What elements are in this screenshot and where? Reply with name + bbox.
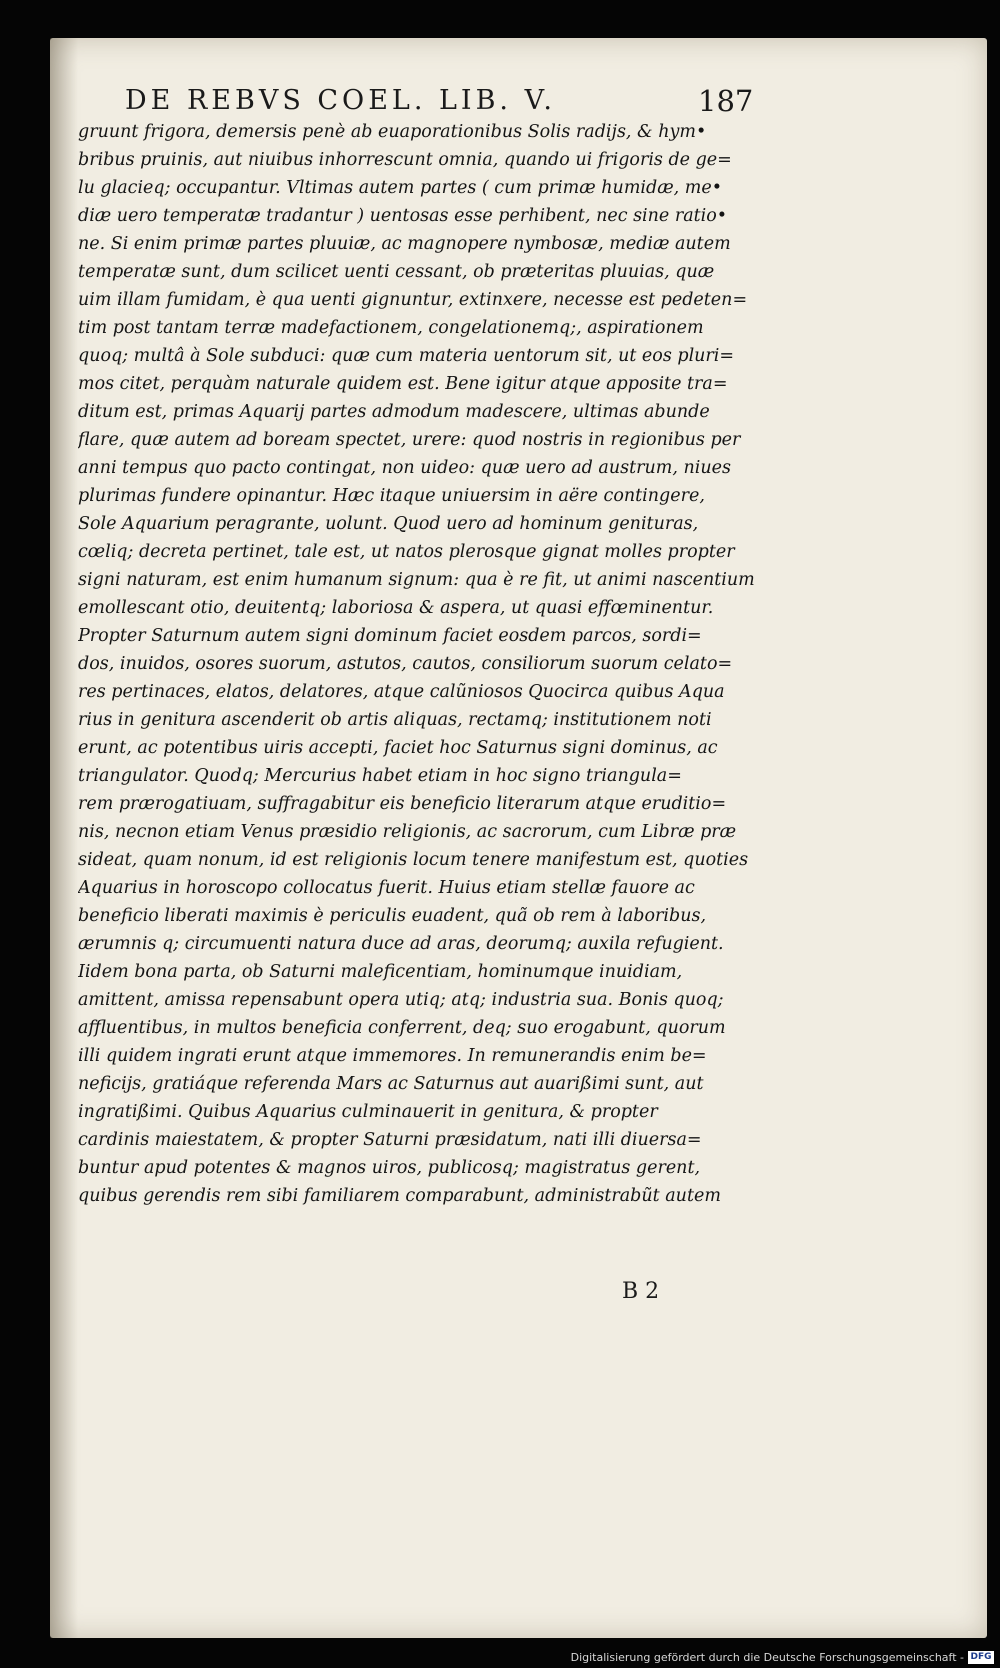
text-line: cardinis maiestatem, & propter Saturni præsidatum, nati illi diuersa= <box>78 1130 702 1150</box>
text-line: gruunt frigora, demersis penè ab euaporationibus Solis radijs, & hym• <box>78 122 707 142</box>
text-line: bribus pruinis, aut niuibus inhorrescunt omnia, quando ui frigoris de ge= <box>78 150 732 170</box>
text-line: Propter Saturnum autem signi dominum faciet eosdem parcos, sordi= <box>78 626 702 646</box>
text-line: neficijs, gratiáque referenda Mars ac Saturnus aut auarißimi sunt, aut <box>78 1074 704 1094</box>
text-line: sideat, quam nonum, id est religionis locum tenere manifestum est, quoties <box>78 850 749 870</box>
text-line: flare, quæ autem ad boream spectet, urere: quod nostris in regionibus per <box>78 430 741 450</box>
text-line: affluentibus, in multos beneficia conferrent, deq; suo erogabunt, quorum <box>78 1018 726 1038</box>
text-line: dos, inuidos, osores suorum, astutos, cautos, consiliorum suorum celato= <box>78 654 733 674</box>
text-line: ne. Si enim primæ partes pluuiæ, ac magnopere nymbosæ, mediæ autem <box>78 234 731 254</box>
text-line: ingratißimi. Quibus Aquarius culminauerit in genitura, & propter <box>78 1102 658 1122</box>
text-line: anni tempus quo pacto contingat, non uideo: quæ uero ad austrum, niues <box>78 458 731 478</box>
page-number: 187 <box>698 84 754 118</box>
text-line: plurimas fundere opinantur. Hæc itaque uniuersim in aëre contingere, <box>78 486 705 506</box>
text-line: ditum est, primas Aquarij partes admodum madescere, ultimas abunde <box>78 402 710 422</box>
text-line: rem prærogatiuam, suffragabitur eis beneficio literarum atque eruditio= <box>78 794 727 814</box>
text-line: buntur apud potentes & magnos uiros, publicosq; magistratus gerent, <box>78 1158 701 1178</box>
dfg-logo: DFG <box>968 1651 994 1664</box>
body-text <box>78 118 778 1210</box>
text-line: lu glacieq; occupantur. Vltimas autem partes ( cum primæ humidæ, me• <box>78 178 723 198</box>
page-gutter-shadow <box>50 38 78 1638</box>
text-line: quibus gerendis rem sibi familiarem comparabunt, administrabũt autem <box>78 1186 721 1206</box>
running-title: DE REBVS COEL. LIB. V. <box>125 85 556 116</box>
text-line: tim post tantam terræ madefactionem, congelationemq;, aspirationem <box>78 318 704 338</box>
text-line: quoq; multâ à Sole subduci: quæ cum materia uentorum sit, ut eos pluri= <box>78 346 735 366</box>
text-line: triangulator. Quodq; Mercurius habet etiam in hoc signo triangula= <box>78 766 682 786</box>
text-line: erunt, ac potentibus uiris accepti, faciet hoc Saturnus signi dominus, ac <box>78 738 718 758</box>
signature-mark: B 2 <box>622 1279 660 1304</box>
text-line: ærumnis q; circumuenti natura duce ad aras, deorumq; auxila refugient. <box>78 934 724 954</box>
text-line: emollescant otio, deuitentq; laboriosa & aspera, ut quasi effœminentur. <box>78 598 714 618</box>
text-line: temperatæ sunt, dum scilicet uenti cessant, ob præteritas pluuias, quæ <box>78 262 715 282</box>
text-line: uim illam fumidam, è qua uenti gignuntur, extinxere, necesse est pedeten= <box>78 290 748 310</box>
funding-notice: Digitalisierung gefördert durch die Deutsche Forschungsgemeinschaft - <box>570 1651 964 1664</box>
text-line: diæ uero temperatæ tradantur ) uentosas esse perhibent, nec sine ratio• <box>78 206 728 226</box>
text-line: rius in genitura ascenderit ob artis aliquas, rectamq; institutionem noti <box>78 710 712 730</box>
text-line: mos citet, perquàm naturale quidem est. Bene igitur atque apposite tra= <box>78 374 728 394</box>
text-line: Aquarius in horoscopo collocatus fuerit. Huius etiam stellæ fauore ac <box>78 878 695 898</box>
text-line: amittent, amissa repensabunt opera utiq; atq; industria sua. Bonis quoq; <box>78 990 724 1010</box>
text-line: nis, necnon etiam Venus præsidio religionis, ac sacrorum, cum Libræ præ <box>78 822 737 842</box>
text-line: Sole Aquarium peragrante, uolunt. Quod uero ad hominum genituras, <box>78 514 699 534</box>
footer-bar <box>0 1648 1000 1668</box>
text-line: res pertinaces, elatos, delatores, atque calũniosos Quocirca quibus Aqua <box>78 682 725 702</box>
text-line: illi quidem ingrati erunt atque immemores. In remunerandis enim be= <box>78 1046 707 1066</box>
text-line: Iidem bona parta, ob Saturni maleficentiam, hominumque inuidiam, <box>78 962 683 982</box>
text-line: cœliq; decreta pertinet, tale est, ut natos plerosque gignat molles propter <box>78 542 735 562</box>
text-line: signi naturam, est enim humanum signum: qua è re fit, ut animi nascentium <box>78 570 755 590</box>
text-line: beneficio liberati maximis è periculis euadent, quã ob rem à laboribus, <box>78 906 707 926</box>
